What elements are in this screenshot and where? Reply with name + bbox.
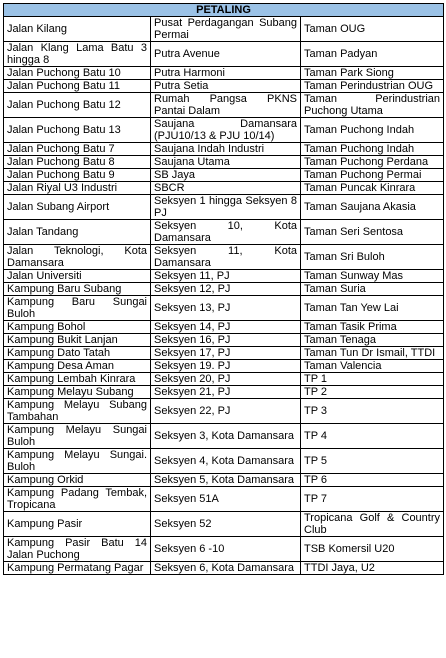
- area-name-cell: Kampung Padang Tembak, Tropicana: [4, 487, 151, 512]
- table-row: [4, 42, 444, 67]
- taman-cell: TSB Komersil U20: [301, 537, 444, 562]
- area-name-cell: Kampung Melayu Subang: [4, 386, 151, 399]
- area-name-cell: Jalan Klang Lama Batu 3 hingga 8: [4, 42, 151, 67]
- taman-cell: Taman Saujana Akasia: [301, 195, 444, 220]
- section-cell: Seksyen 10, Kota Damansara: [151, 220, 301, 245]
- section-cell: SBCR: [151, 182, 301, 195]
- area-name-cell: Kampung Desa Aman: [4, 360, 151, 373]
- table-row: [4, 296, 444, 321]
- section-cell: Rumah Pangsa PKNS Pantai Dalam: [151, 93, 301, 118]
- section-cell: Seksyen 20, PJ: [151, 373, 301, 386]
- area-name-cell: Kampung Dato Tatah: [4, 347, 151, 360]
- section-cell: Seksyen 5, Kota Damansara: [151, 474, 301, 487]
- area-name-cell: Kampung Bukit Lanjan: [4, 334, 151, 347]
- area-name-cell: Kampung Orkid: [4, 474, 151, 487]
- taman-cell: Taman Seri Sentosa: [301, 220, 444, 245]
- section-cell: Seksyen 4, Kota Damansara: [151, 449, 301, 474]
- table-row: [4, 373, 444, 386]
- taman-cell: TP 7: [301, 487, 444, 512]
- area-name-cell: Jalan Puchong Batu 10: [4, 67, 151, 80]
- section-cell: Seksyen 52: [151, 512, 301, 537]
- section-cell: Seksyen 16, PJ: [151, 334, 301, 347]
- taman-cell: Taman Puchong Indah: [301, 118, 444, 143]
- table-row: [4, 195, 444, 220]
- section-cell: Saujana Indah Industri: [151, 143, 301, 156]
- table-row: [4, 334, 444, 347]
- table-row: [4, 537, 444, 562]
- area-name-cell: Jalan Tandang: [4, 220, 151, 245]
- area-name-cell: Jalan Puchong Batu 7: [4, 143, 151, 156]
- area-name-cell: Kampung Permatang Pagar: [4, 562, 151, 575]
- taman-cell: Taman Valencia: [301, 360, 444, 373]
- taman-cell: Taman Puchong Permai: [301, 169, 444, 182]
- section-cell: Seksyen 11, Kota Damansara: [151, 245, 301, 270]
- area-name-cell: Jalan Puchong Batu 11: [4, 80, 151, 93]
- taman-cell: TP 5: [301, 449, 444, 474]
- section-cell: Seksyen 3, Kota Damansara: [151, 424, 301, 449]
- area-name-cell: Kampung Baru Subang: [4, 283, 151, 296]
- section-cell: Seksyen 14, PJ: [151, 321, 301, 334]
- taman-cell: Taman Park Siong: [301, 67, 444, 80]
- petaling-areas-table: [3, 3, 444, 575]
- taman-cell: TP 1: [301, 373, 444, 386]
- area-name-cell: Jalan Riyal U3 Industri: [4, 182, 151, 195]
- table-row: [4, 487, 444, 512]
- section-cell: Seksyen 1 hingga Seksyen 8 PJ: [151, 195, 301, 220]
- table-row: [4, 156, 444, 169]
- section-cell: Seksyen 51A: [151, 487, 301, 512]
- taman-cell: Tropicana Golf & Country Club: [301, 512, 444, 537]
- table-row: [4, 80, 444, 93]
- taman-cell: Taman Puchong Indah: [301, 143, 444, 156]
- taman-cell: Taman Padyan: [301, 42, 444, 67]
- taman-cell: Taman Puncak Kinrara: [301, 182, 444, 195]
- section-cell: Seksyen 6 -10: [151, 537, 301, 562]
- area-name-cell: Kampung Lembah Kinrara: [4, 373, 151, 386]
- area-name-cell: Kampung Bohol: [4, 321, 151, 334]
- section-cell: Seksyen 21, PJ: [151, 386, 301, 399]
- area-name-cell: Jalan Puchong Batu 8: [4, 156, 151, 169]
- section-cell: Pusat Perdagangan Subang Permai: [151, 17, 301, 42]
- section-cell: Seksyen 17, PJ: [151, 347, 301, 360]
- table-row: [4, 360, 444, 373]
- taman-cell: Taman Perindustrian OUG: [301, 80, 444, 93]
- table-header-row: [4, 4, 444, 17]
- section-cell: Seksyen 13, PJ: [151, 296, 301, 321]
- taman-cell: TP 6: [301, 474, 444, 487]
- taman-cell: TP 2: [301, 386, 444, 399]
- area-name-cell: Jalan Universiti: [4, 270, 151, 283]
- table-row: [4, 220, 444, 245]
- table-row: [4, 118, 444, 143]
- area-name-cell: Kampung Melayu Sungai Buloh: [4, 424, 151, 449]
- table-row: [4, 182, 444, 195]
- taman-cell: TP 3: [301, 399, 444, 424]
- taman-cell: Taman Puchong Perdana: [301, 156, 444, 169]
- taman-cell: Taman Perindustrian Puchong Utama: [301, 93, 444, 118]
- area-name-cell: Jalan Puchong Batu 13: [4, 118, 151, 143]
- area-name-cell: Jalan Kilang: [4, 17, 151, 42]
- taman-cell: Taman Suria: [301, 283, 444, 296]
- table-row: [4, 270, 444, 283]
- section-cell: Putra Avenue: [151, 42, 301, 67]
- table-row: [4, 67, 444, 80]
- table-row: [4, 474, 444, 487]
- table-row: [4, 562, 444, 575]
- area-name-cell: Kampung Baru Sungai Buloh: [4, 296, 151, 321]
- table-row: [4, 347, 444, 360]
- taman-cell: Taman Tun Dr Ismail, TTDI: [301, 347, 444, 360]
- table-row: [4, 449, 444, 474]
- taman-cell: Taman OUG: [301, 17, 444, 42]
- area-name-cell: Kampung Pasir: [4, 512, 151, 537]
- area-name-cell: Jalan Puchong Batu 12: [4, 93, 151, 118]
- table-row: [4, 386, 444, 399]
- taman-cell: Taman Tenaga: [301, 334, 444, 347]
- area-name-cell: Jalan Puchong Batu 9: [4, 169, 151, 182]
- table-row: [4, 424, 444, 449]
- taman-cell: TTDI Jaya, U2: [301, 562, 444, 575]
- area-name-cell: Jalan Teknologi, Kota Damansara: [4, 245, 151, 270]
- section-cell: Putra Harmoni: [151, 67, 301, 80]
- table-row: [4, 17, 444, 42]
- section-cell: Putra Setia: [151, 80, 301, 93]
- section-cell: Seksyen 22, PJ: [151, 399, 301, 424]
- table-row: [4, 399, 444, 424]
- taman-cell: Taman Sri Buloh: [301, 245, 444, 270]
- district-header: PETALING: [4, 4, 444, 17]
- table-row: [4, 512, 444, 537]
- section-cell: Seksyen 19. PJ: [151, 360, 301, 373]
- area-name-cell: Kampung Pasir Batu 14 Jalan Puchong: [4, 537, 151, 562]
- section-cell: SB Jaya: [151, 169, 301, 182]
- area-name-cell: Kampung Melayu Subang Tambahan: [4, 399, 151, 424]
- table-row: [4, 169, 444, 182]
- taman-cell: Taman Sunway Mas: [301, 270, 444, 283]
- table-body: [4, 17, 444, 575]
- table-row: [4, 93, 444, 118]
- taman-cell: TP 4: [301, 424, 444, 449]
- section-cell: Saujana Utama: [151, 156, 301, 169]
- taman-cell: Taman Tasik Prima: [301, 321, 444, 334]
- table-row: [4, 283, 444, 296]
- section-cell: Seksyen 11, PJ: [151, 270, 301, 283]
- area-name-cell: Kampung Melayu Sungai. Buloh: [4, 449, 151, 474]
- section-cell: Seksyen 12, PJ: [151, 283, 301, 296]
- section-cell: Seksyen 6, Kota Damansara: [151, 562, 301, 575]
- section-cell: Saujana Damansara (PJU10/13 & PJU 10/14): [151, 118, 301, 143]
- table-row: [4, 143, 444, 156]
- area-name-cell: Jalan Subang Airport: [4, 195, 151, 220]
- taman-cell: Taman Tan Yew Lai: [301, 296, 444, 321]
- table-row: [4, 245, 444, 270]
- table-row: [4, 321, 444, 334]
